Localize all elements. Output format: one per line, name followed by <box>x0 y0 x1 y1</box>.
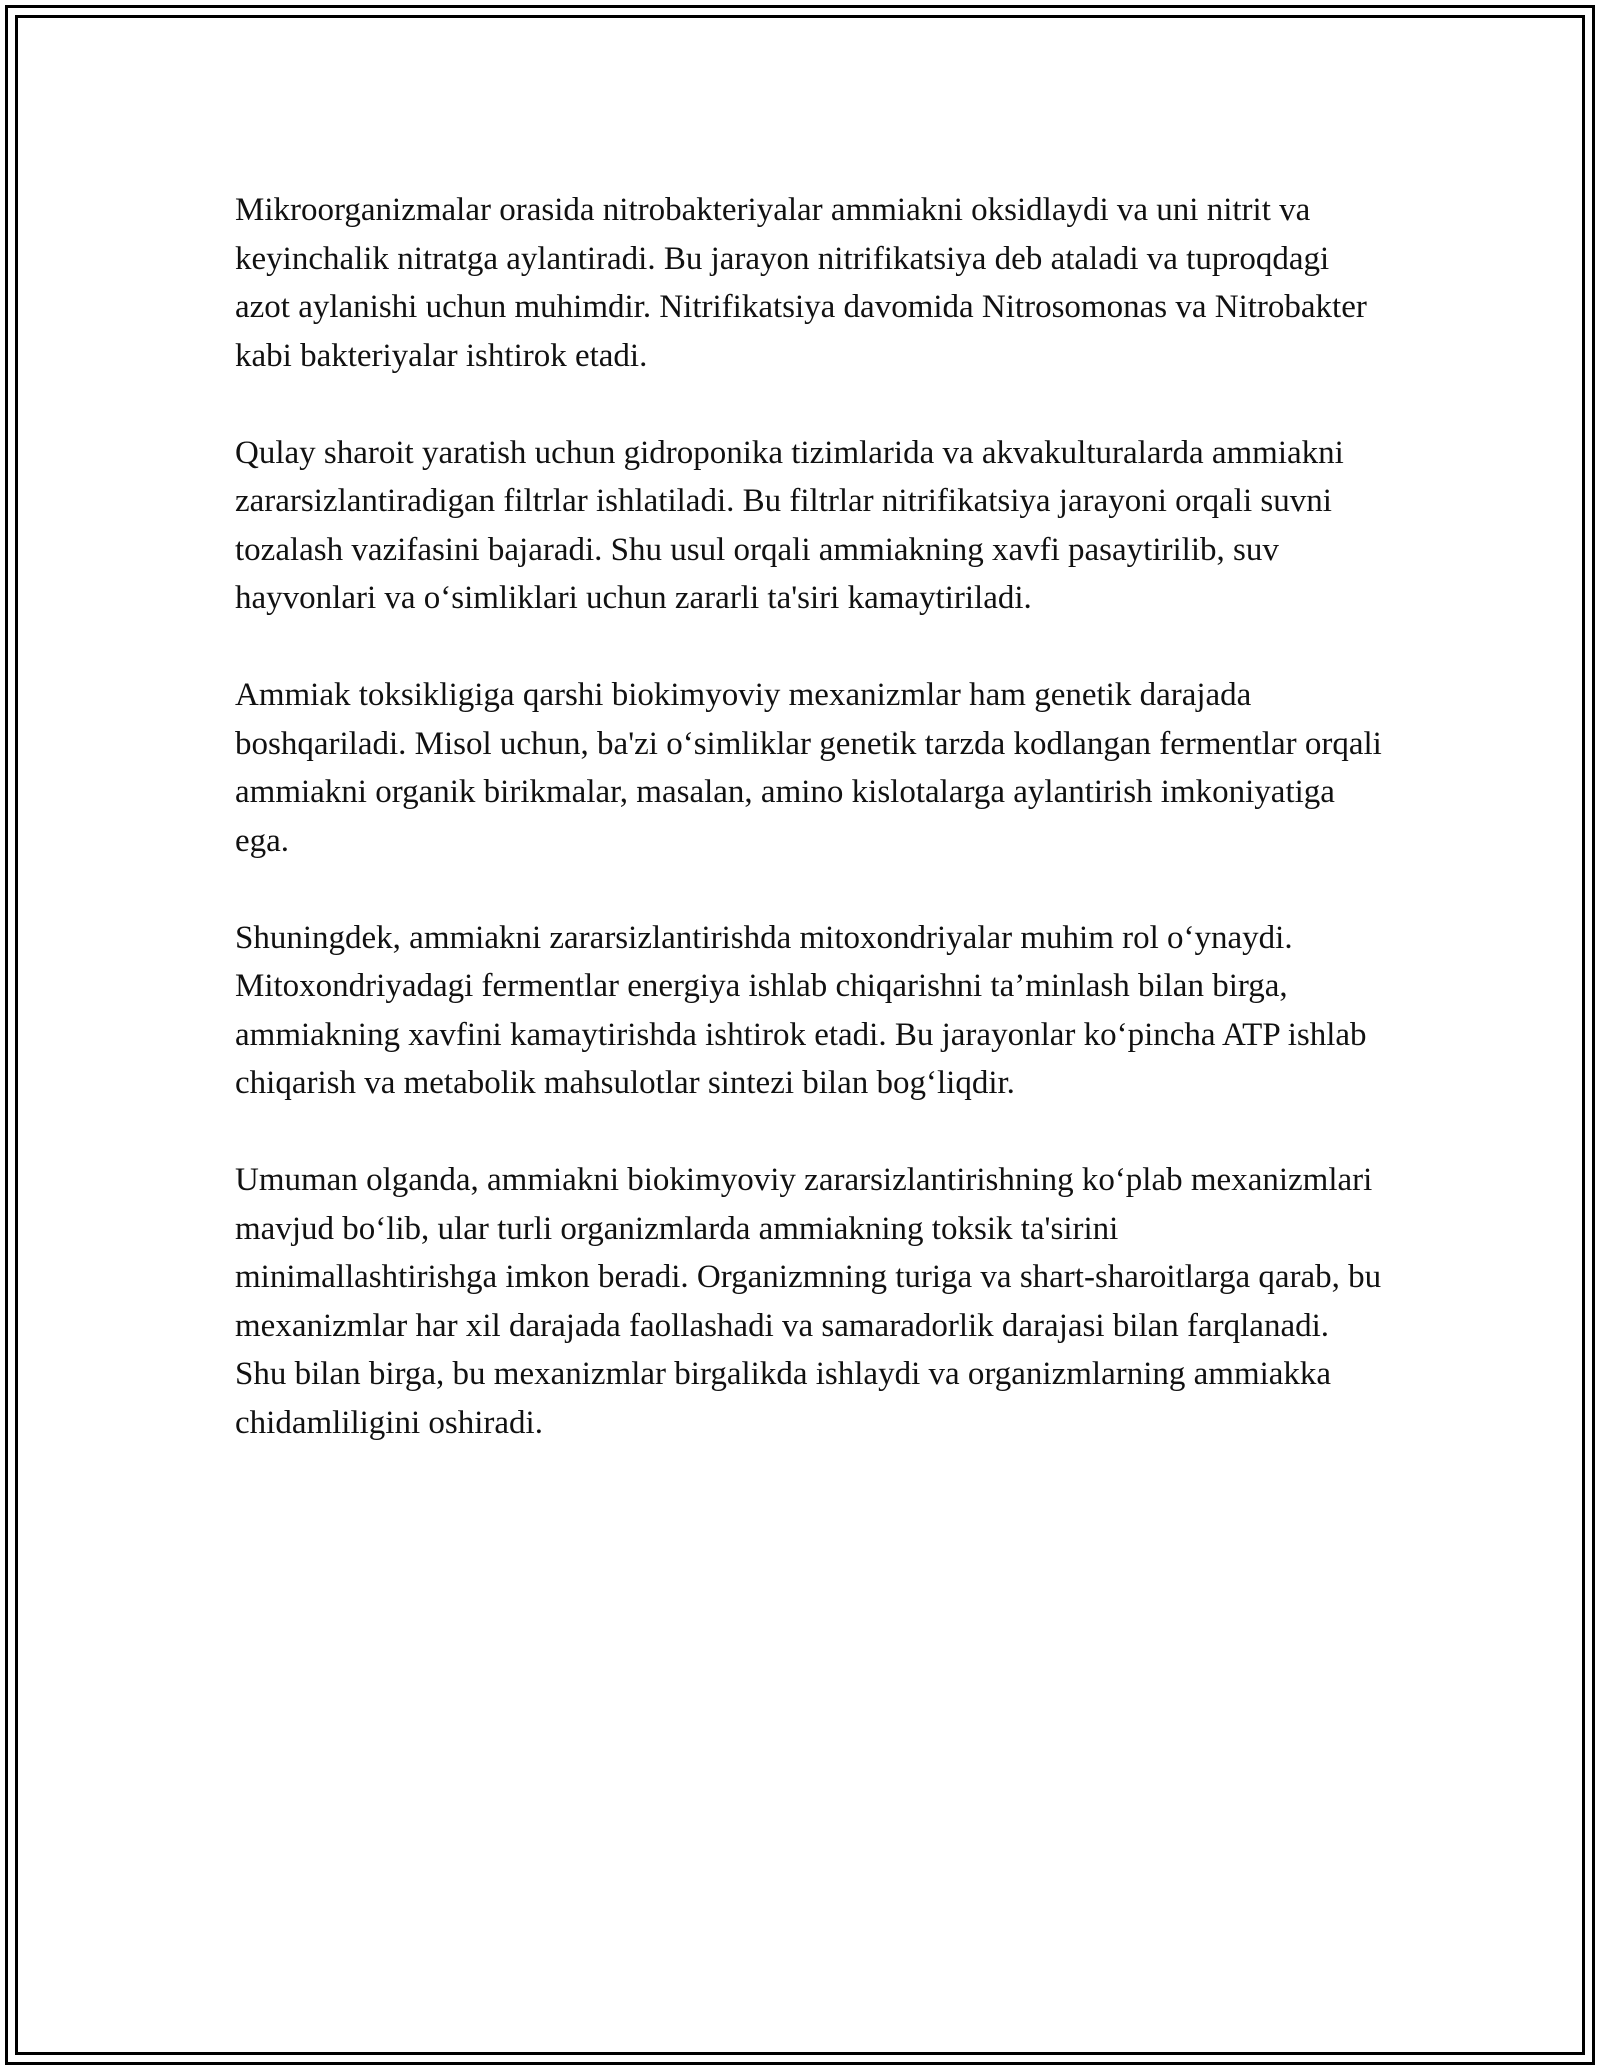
paragraph-nitrification: Mikroorganizmalar orasida nitrobakteriyalar ammiakni oksidlaydi va uni nitrit va keyinchalik nitratga aylantiradi. Bu jarayon nitrifikatsiya deb ataladi va tuproqdagi azot aylanishi uchun muhimdir. Nitrifikatsiya davomida Nitrosomonas va Nitrobakter kabi bakteriyalar ishtirok etadi. <box>235 192 1367 374</box>
paragraph-conclusion: Umuman olganda, ammiakni biokimyoviy zararsizlantirishning ko‘plab mexanizmlari mavjud bo‘lib, ular turli organizmlarda ammiakning toksik ta'sirini minimallashtirishga imkon beradi. Organizmning turiga va shart-sharoitlarga qarab, bu mexanizmlar har xil darajada faollashadi va samaradorlik darajasi bilan farqlanadi. Shu bilan birga, bu mexanizmlar birgalikda ishlaydi va organizmlarning ammiakka chidamliligini oshiradi. <box>235 1162 1382 1441</box>
paragraph-genetic-regulation: Ammiak toksikligiga qarshi biokimyoviy mexanizmlar ham genetik darajada boshqariladi. Misol uchun, ba'zi o‘simliklar genetik tarzda kodlangan fermentlar orqali ammiakni organik birikmalar, masalan, amino kislotalarga aylantirish imkoniyatiga ega. <box>235 677 1382 859</box>
document-body <box>235 186 1385 1496</box>
paragraph-filters: Qulay sharoit yaratish uchun gidroponika tizimlarida va akvakulturalarda ammiakni zararsizlantiradigan filtrlar ishlatiladi. Bu filtrlar nitrifikatsiya jarayoni orqali suvni tozalash vazifasini bajaradi. Shu usul orqali ammiakning xavfi pasaytirilib, suv hayvonlari va o‘simliklari uchun zararli ta'siri kamaytiriladi. <box>235 434 1344 616</box>
paragraph-mitochondria: Shuningdek, ammiakni zararsizlantirishda mitoxondriyalar muhim rol o‘ynaydi. Mitoxondriyadagi fermentlar energiya ishlab chiqarishni ta’minlash bilan birga, ammiakning xavfini kamaytirishda ishtirok etadi. Bu jarayonlar ko‘pincha ATP ishlab chiqarish va metabolik mahsulotlar sintezi bilan bog‘liqdir. <box>235 919 1367 1101</box>
